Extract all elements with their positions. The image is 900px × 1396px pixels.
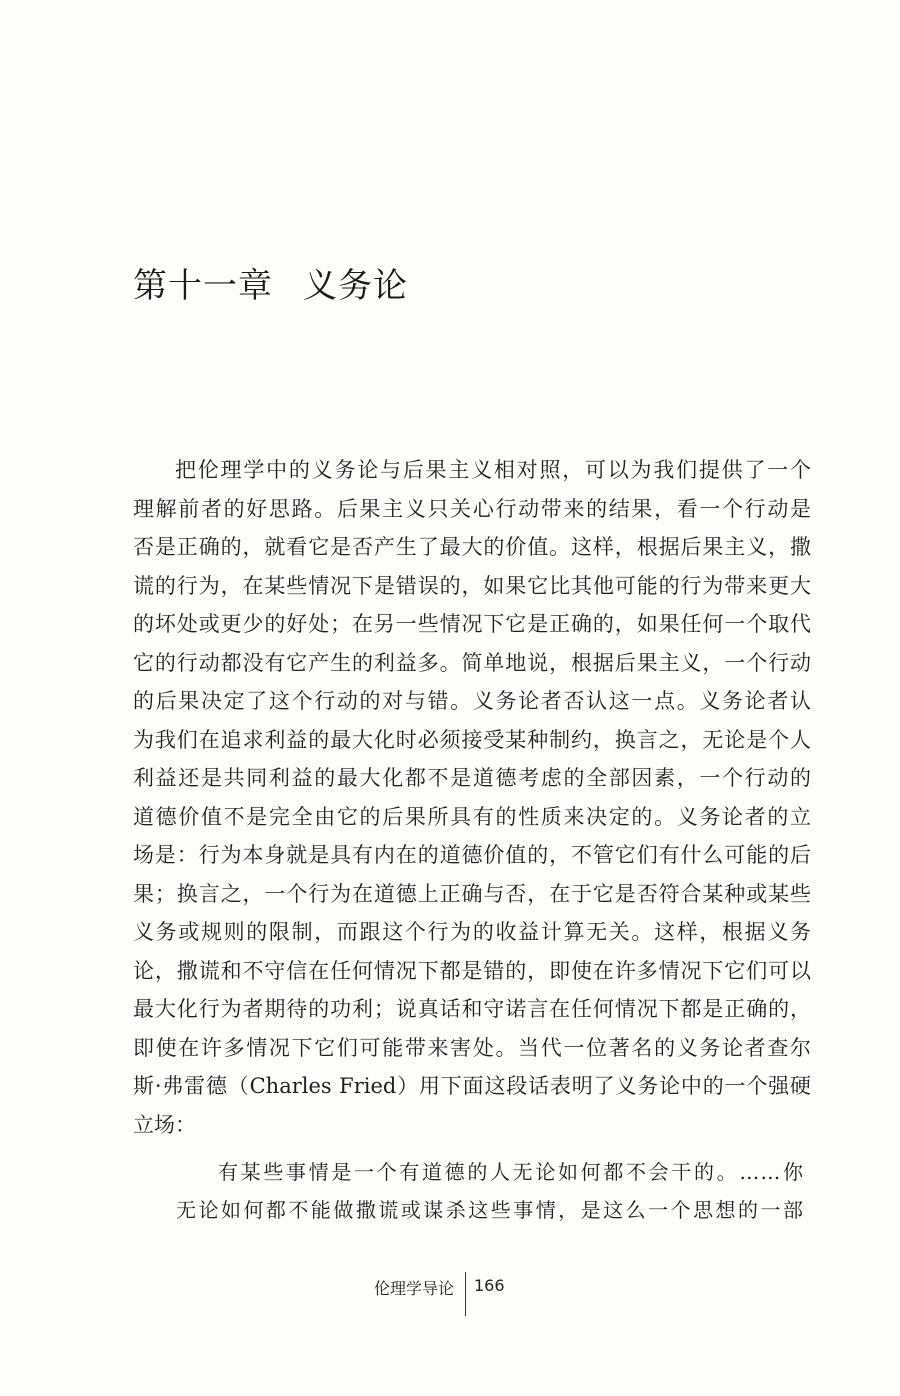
quote-line: 无论如何都不能做撒谎或谋杀这些事情，是这么一个思想的一部 bbox=[176, 1198, 804, 1222]
text-line: 它的行动都没有它产生的利益多。简单地说，根据后果主义，一个行动 bbox=[133, 650, 811, 675]
chapter-number-label: 第十一章 bbox=[133, 266, 273, 306]
footer-divider bbox=[465, 1272, 466, 1316]
text-line: 理解前者的好思路。后果主义只关心行动带来的结果，看一个行动是 bbox=[133, 496, 811, 521]
text-line: 为我们在追求利益的最大化时必须接受某种制约，换言之，无论是个人 bbox=[133, 727, 811, 752]
page-footer bbox=[0, 1272, 900, 1322]
body-paragraph bbox=[133, 451, 811, 1144]
text-line: 的后果决定了这个行动的对与错。义务论者否认这一点。义务论者认 bbox=[133, 689, 811, 713]
text-line: 果；换言之，一个行为在道德上正确与否，在于它是否符合某种或某些 bbox=[133, 881, 811, 906]
text-line: 否是正确的，就看它是否产生了最大的价值。这样，根据后果主义，撒 bbox=[133, 535, 811, 559]
chapter-title bbox=[133, 258, 408, 307]
chapter-title-text: 义务论 bbox=[303, 266, 408, 306]
page-number: 166 bbox=[474, 1276, 505, 1295]
text-line: 义务或规则的限制，而跟这个行为的收益计算无关。这样，根据义务 bbox=[133, 920, 811, 944]
running-book-title: 伦理学导论 bbox=[373, 1279, 454, 1298]
text-line: 的坏处或更少的好处；在另一些情况下它是正确的，如果任何一个取代 bbox=[133, 612, 811, 636]
quote-line: 有某些事情是一个有道德的人无论如何都不会干的。……你 bbox=[218, 1160, 804, 1184]
text-line: 利益还是共同利益的最大化都不是道德考虑的全部因素，一个行动的 bbox=[133, 766, 811, 790]
text-line: 场是：行为本身就是具有内在的道德价值的，不管它们有什么可能的后 bbox=[133, 843, 811, 867]
text-line: 论，撒谎和不守信在任何情况下都是错的，即使在许多情况下它们可以 bbox=[133, 958, 811, 983]
text-line: 立场： bbox=[133, 1112, 196, 1137]
text-line: 斯·弗雷德（Charles Fried）用下面这段话表明了义务论中的一个强硬 bbox=[133, 1074, 811, 1098]
block-quote bbox=[176, 1153, 804, 1229]
text-line: 最大化行为者期待的功利；说真话和守诺言在任何情况下都是正确的， bbox=[133, 997, 811, 1021]
text-line: 即使在许多情况下它们可能带来害处。当代一位著名的义务论者查尔 bbox=[133, 1035, 811, 1060]
text-line: 道德价值不是完全由它的后果所具有的性质来决定的。义务论者的立 bbox=[133, 804, 811, 829]
text-line: 谎的行为，在某些情况下是错误的，如果它比其他可能的行为带来更大 bbox=[133, 573, 811, 598]
text-line: 把伦理学中的义务论与后果主义相对照，可以为我们提供了一个 bbox=[175, 458, 811, 482]
